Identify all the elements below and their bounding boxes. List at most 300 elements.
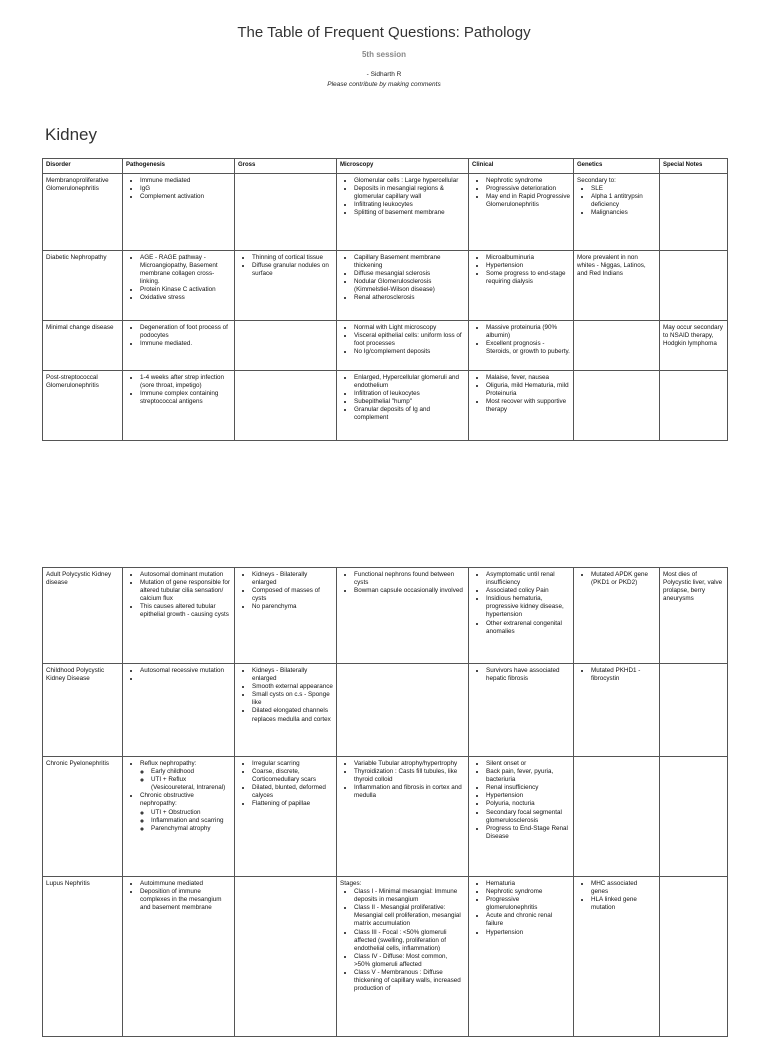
bullet-item	[354, 201, 465, 209]
microscopy-cell	[337, 321, 469, 371]
gross-list	[238, 254, 333, 278]
table-row	[43, 321, 728, 371]
pathogenesis-cell	[123, 321, 235, 371]
bullet-text: Progress to End-Stage Renal Disease	[486, 824, 568, 840]
bullet-item	[486, 667, 570, 683]
genetics-list	[577, 185, 656, 217]
bullet-text: Deposition of immune complexes in the mesangium and basement membrane	[140, 888, 222, 912]
bullet-text: Protein Kinase C activation	[140, 286, 216, 294]
bullet-item	[140, 792, 231, 832]
bullet-item	[591, 209, 656, 217]
gross-cell	[235, 568, 337, 664]
bullet-text: Glomerular cells : Large hypercellular	[354, 177, 459, 184]
gross-list	[238, 760, 333, 809]
bullet-text: HLA linked gene mutation	[591, 896, 637, 912]
microscopy-cell	[337, 877, 469, 1037]
bullet-item	[354, 953, 465, 969]
bullet-item	[354, 760, 465, 768]
bullet-text: Smooth external appearance	[252, 683, 333, 691]
bullet-text: Reflux nephropathy:	[140, 760, 197, 767]
clinical-list	[472, 324, 570, 356]
clinical-list	[472, 254, 570, 286]
bullet-text: MHC associated genes	[591, 880, 638, 896]
bullet-text: Dilated elongated channels replaces medulla and cortex	[252, 707, 331, 723]
bullet-item	[354, 278, 465, 294]
bullet-text: Class II - Mesangial proliferative: Mesangial cell proliferation, mesangial matrix accumulation	[354, 904, 461, 928]
bullet-item	[354, 324, 465, 332]
sub-list	[140, 809, 231, 833]
bullet-item	[252, 571, 333, 587]
bullet-text: AGE - RAGE pathway - Microangiopathy, Basement membrane collagen cross-linking.	[140, 254, 218, 286]
gross-list	[238, 667, 333, 724]
bullet-item	[486, 929, 570, 937]
bullet-text: Diffuse mesangial sclerosis	[354, 270, 431, 278]
bullet-item	[140, 579, 231, 603]
bullet-text: Normal with Light microscopy	[354, 324, 437, 331]
bullet-text: This causes altered tubular epithelial growth - causing cysts	[140, 603, 229, 619]
special-notes-cell	[660, 174, 728, 251]
bullet-item	[354, 571, 465, 587]
disorder-cell: Adult Polycystic Kidney disease	[43, 568, 123, 664]
bullet-text: Hypertension	[486, 262, 524, 270]
bullet-item	[354, 332, 465, 348]
clinical-cell	[469, 664, 574, 757]
bullet-item	[252, 784, 333, 800]
genetics-list	[577, 880, 656, 912]
bullet-item	[486, 800, 570, 808]
bullet-text: Silent onset or	[486, 760, 527, 767]
bullet-item	[591, 880, 656, 896]
special-notes-cell	[660, 251, 728, 321]
bullet-item	[252, 707, 333, 723]
bullet-text: Subepithelial "hump"	[354, 398, 413, 406]
microscopy-cell	[337, 174, 469, 251]
bullet-item	[354, 177, 465, 185]
gross-cell	[235, 664, 337, 757]
bullet-text: Degeneration of foot process of podocytes	[140, 324, 228, 340]
table-row	[43, 664, 728, 757]
microscopy-cell	[337, 664, 469, 757]
clinical-list	[472, 760, 570, 841]
bullet-text: No Ig/complement deposits	[354, 348, 431, 356]
genetics-cell	[574, 321, 660, 371]
bullet-text: Malignancies	[591, 209, 628, 217]
bullet-text: Asymptomatic until renal insufficiency	[486, 571, 555, 587]
sub-bullet-text: UTI + Reflux (Vesicoureteral, Intrarenal)	[151, 776, 226, 792]
bullet-text: Infiltrating leukocytes	[354, 201, 413, 209]
column-header: Genetics	[574, 159, 660, 174]
bullet-item	[252, 587, 333, 603]
microscopy-cell	[337, 568, 469, 664]
clinical-cell	[469, 568, 574, 664]
disorder-cell: Lupus Nephritis	[43, 877, 123, 1037]
sub-bullet-item	[151, 809, 231, 817]
column-header: Gross	[235, 159, 337, 174]
bullet-item	[486, 587, 570, 595]
clinical-cell	[469, 757, 574, 877]
pathogenesis-list	[126, 760, 231, 833]
bullet-text: IgG	[140, 185, 151, 193]
bullet-item	[252, 768, 333, 784]
bullet-text: Class V - Membranous : Diffuse thickening of capillary walls, increased production of	[354, 969, 461, 993]
bullet-text: Malaise, fever, nausea	[486, 374, 550, 381]
bullet-text: Nodular Glomerulosclerosis (Kimmelstiel-Wilson disease)	[354, 278, 435, 294]
bullet-item	[486, 888, 570, 896]
pathogenesis-list	[126, 571, 231, 620]
bullet-text: Massive proteinuria (90% albumin)	[486, 324, 558, 340]
bullet-text: Kidneys - Bilaterally enlarged	[252, 667, 308, 683]
genetics-intro: More prevalent in non whites - Niggas, Latinos, and Red Indians	[577, 254, 646, 278]
genetics-cell	[574, 251, 660, 321]
bullet-item	[486, 896, 570, 912]
bullet-text: Dilated, blunted, deformed calyces	[252, 784, 326, 800]
bullet-text: Immune complex containing streptococcal antigens	[140, 390, 219, 406]
pathogenesis-list	[126, 374, 231, 406]
disorder-cell: Membranoproliferative Glomerulonephritis	[43, 174, 123, 251]
disorder-cell: Chronic Pyelonephritis	[43, 757, 123, 877]
bullet-item	[354, 390, 465, 398]
clinical-cell	[469, 321, 574, 371]
bullet-text: Excellent prognosis - Steroids, or growth to puberty.	[486, 340, 570, 356]
bullet-item	[252, 667, 333, 683]
bullet-text: Immune mediated	[140, 177, 191, 184]
sub-bullet-text: UTI + Obstruction	[151, 808, 201, 816]
bullet-item	[354, 784, 465, 800]
microscopy-cell	[337, 251, 469, 321]
microscopy-list	[340, 374, 465, 423]
bullet-item	[486, 340, 570, 356]
bullet-text: Thyroidization : Casts fill tubules, like thyroid colloid	[354, 768, 458, 784]
bullet-text: Polyuria, nocturia	[486, 800, 535, 808]
sub-bullet-item	[151, 817, 231, 825]
genetics-list	[577, 667, 656, 683]
bullet-text: Mutated APDK gene (PKD1 or PKD2)	[591, 571, 649, 587]
pathology-table-2	[42, 567, 728, 1037]
microscopy-list	[340, 760, 465, 800]
bullet-text: May end in Rapid Progressive Glomerulonephritis	[486, 193, 570, 209]
pathogenesis-cell	[123, 757, 235, 877]
bullet-item	[486, 193, 570, 209]
bullet-item	[140, 880, 231, 888]
genetics-cell	[574, 877, 660, 1037]
bullet-text: Capillary Basement membrane thickening	[354, 254, 441, 270]
column-header: Clinical	[469, 159, 574, 174]
bullet-text: Other extrarenal congenital anomalies	[486, 619, 562, 635]
bullet-item	[354, 209, 465, 217]
bullet-item	[591, 667, 656, 683]
pathogenesis-list	[126, 667, 231, 683]
bullet-text: Some progress to end-stage requiring dialysis	[486, 270, 566, 286]
bullet-item	[486, 324, 570, 340]
bullet-text: No parenchyma	[252, 603, 297, 611]
bullet-text: Thinning of cortical tissue	[252, 254, 324, 261]
bullet-item	[140, 390, 231, 406]
bullet-item	[140, 675, 231, 683]
pathogenesis-list	[126, 324, 231, 348]
bullet-text: Enlarged, Hypercellular glomeruli and endothelium	[354, 374, 460, 390]
bullet-text: Microalbuminuria	[486, 254, 534, 261]
bullet-text: Autoimmune mediated	[140, 880, 204, 887]
bullet-text: Class IV - Diffuse: Most common, >50% glomeruli affected	[354, 952, 448, 968]
contribute-note: Please contribute by making comments	[327, 81, 441, 88]
bullet-text: Granular deposits of Ig and complement	[354, 406, 430, 422]
bullet-text: Hematuria	[486, 880, 516, 887]
pathogenesis-cell	[123, 568, 235, 664]
bullet-text: Kidneys - Bilaterally enlarged	[252, 571, 308, 587]
genetics-cell	[574, 757, 660, 877]
author-line: - Sidharth R	[366, 71, 402, 78]
microscopy-list	[340, 888, 465, 993]
session-subtitle: 5th session	[361, 50, 406, 59]
pathogenesis-cell	[123, 877, 235, 1037]
bullet-text: Variable Tubular atrophy/hypertrophy	[354, 760, 458, 767]
bullet-text: Visceral epithelial cells: uniform loss of foot processes	[354, 332, 462, 348]
bullet-item	[486, 768, 570, 784]
bullet-text: Class I - Minimal mesangial: Immune deposits in mesangium	[354, 888, 458, 904]
microscopy-list	[340, 324, 465, 356]
genetics-cell	[574, 174, 660, 251]
bullet-text: Alpha 1 antitrypsin deficiency	[591, 193, 643, 209]
document-title: The Table of Frequent Questions: Pathology	[237, 24, 531, 41]
bullet-item	[486, 262, 570, 270]
bullet-text: Small cysts on c.s - Sponge like	[252, 691, 330, 707]
genetics-list	[577, 571, 656, 587]
gross-list	[238, 571, 333, 611]
bullet-item	[252, 262, 333, 278]
table-row	[43, 568, 728, 664]
bullet-text: Acute and chronic renal failure	[486, 912, 553, 928]
gross-cell	[235, 877, 337, 1037]
bullet-text: Splitting of basement membrane	[354, 209, 445, 217]
gross-cell	[235, 757, 337, 877]
microscopy-list	[340, 571, 465, 595]
bullet-item	[252, 760, 333, 768]
bullet-text: Class III - Focal : <50% glomeruli affected (swelling, proliferation of endothelial cells, inflammation)	[354, 928, 447, 952]
special-notes-cell	[660, 664, 728, 757]
disorder-cell: Post-streptococcal Glomerulonephritis	[43, 371, 123, 441]
pathogenesis-list	[126, 880, 231, 912]
bullet-item	[591, 193, 656, 209]
bullet-item	[140, 340, 231, 348]
bullet-item	[486, 382, 570, 398]
clinical-list	[472, 571, 570, 636]
bullet-text: Most recover with supportive therapy	[486, 398, 567, 414]
clinical-list	[472, 667, 570, 683]
bullet-text: Deposits in mesangial regions & glomerular capillary wall	[354, 185, 444, 201]
bullet-text: Survivors have associated hepatic fibrosis	[486, 667, 560, 683]
bullet-item	[252, 800, 333, 808]
special-notes-cell: Most dies of Polycystic liver, valve prolapse, berry aneurysms	[660, 568, 728, 664]
gross-cell	[235, 321, 337, 371]
bullet-item	[140, 888, 231, 912]
bullet-item	[354, 270, 465, 278]
bullet-item	[486, 270, 570, 286]
bullet-text: Progressive glomerulonephritis	[486, 896, 538, 912]
bullet-item	[354, 969, 465, 993]
sub-bullet-text: Early childhood	[151, 768, 195, 776]
bullet-item	[486, 185, 570, 193]
bullet-text: Composed of masses of cysts	[252, 587, 320, 603]
sub-bullet-item	[151, 825, 231, 833]
bullet-item	[354, 904, 465, 928]
bullet-text: Secondary focal segmental glomerulosclerosis	[486, 808, 562, 824]
gross-cell	[235, 371, 337, 441]
bullet-text: Mutated PKHD1 - fibrocystin	[591, 667, 641, 683]
disorder-cell: Diabetic Nephropathy	[43, 251, 123, 321]
bullet-item	[252, 691, 333, 707]
bullet-text: Complement activation	[140, 193, 205, 201]
bullet-text: Inflammation and fibrosis in cortex and medulla	[354, 784, 462, 800]
microscopy-intro: Stages:	[340, 880, 362, 887]
bullet-item	[140, 667, 231, 675]
bullet-item	[486, 784, 570, 792]
microscopy-list	[340, 177, 465, 217]
bullet-text: Renal insufficiency	[486, 784, 539, 792]
bullet-item	[140, 324, 231, 340]
bullet-item	[140, 571, 231, 579]
bullet-text: Renal atherosclerosis	[354, 294, 415, 302]
column-header: Pathogenesis	[123, 159, 235, 174]
bullet-item	[486, 912, 570, 928]
bullet-text: SLE	[591, 185, 603, 193]
bullet-item	[486, 809, 570, 825]
genetics-cell	[574, 371, 660, 441]
bullet-item	[140, 603, 231, 619]
genetics-cell	[574, 568, 660, 664]
table-row	[43, 371, 728, 441]
gross-cell	[235, 174, 337, 251]
clinical-list	[472, 177, 570, 209]
bullet-item	[591, 571, 656, 587]
bullet-item	[486, 620, 570, 636]
bullet-item	[140, 254, 231, 286]
bullet-text: Diffuse granular nodules on surface	[252, 262, 329, 278]
bullet-item	[354, 185, 465, 201]
bullet-item	[486, 398, 570, 414]
disorder-cell: Minimal change disease	[43, 321, 123, 371]
bullet-text: Immune mediated.	[140, 340, 193, 348]
clinical-list	[472, 880, 570, 937]
bullet-text: Hypertension	[486, 928, 524, 936]
section-heading-kidney: Kidney	[45, 125, 97, 144]
bullet-text: Nephrotic syndrome	[486, 888, 543, 896]
bullet-item	[354, 768, 465, 784]
gross-cell	[235, 251, 337, 321]
sub-bullet-item	[151, 776, 231, 792]
disorder-cell: Childhood Polycystic Kidney Disease	[43, 664, 123, 757]
sub-bullet-text: Inflammation and scarring	[151, 816, 224, 824]
bullet-item	[591, 896, 656, 912]
special-notes-cell	[660, 757, 728, 877]
pathogenesis-cell	[123, 174, 235, 251]
sub-bullet-text: Parenchymal atrophy	[151, 824, 211, 832]
sub-list	[140, 768, 231, 792]
bullet-item	[140, 177, 231, 185]
bullet-item	[140, 185, 231, 193]
bullet-item	[486, 177, 570, 185]
bullet-text: Flattening of papillae	[252, 800, 311, 808]
table-row	[43, 174, 728, 251]
bullet-item	[354, 374, 465, 390]
bullet-item	[140, 193, 231, 201]
table-row	[43, 757, 728, 877]
bullet-text: Chronic obstructive nephropathy:	[140, 792, 194, 808]
clinical-cell	[469, 174, 574, 251]
bullet-item	[354, 888, 465, 904]
bullet-item	[354, 587, 465, 595]
bullet-item	[486, 374, 570, 382]
bullet-item	[354, 294, 465, 302]
table-row	[43, 877, 728, 1037]
bullet-text: Back pain, fever, pyuria, bacteriuria	[486, 768, 554, 784]
bullet-item	[486, 595, 570, 619]
bullet-item	[252, 683, 333, 691]
bullet-text: Insidious hematuria, progressive kidney disease, hypertension	[486, 595, 564, 619]
bullet-item	[140, 294, 231, 302]
microscopy-list	[340, 254, 465, 303]
bullet-item	[486, 760, 570, 768]
bullet-text: Autosomal recessive mutation	[140, 667, 224, 674]
pathogenesis-cell	[123, 664, 235, 757]
genetics-intro: Secondary to:	[577, 177, 616, 184]
bullet-item	[354, 398, 465, 406]
special-notes-cell: May occur secondary to NSAID therapy, Hodgkin lymphoma	[660, 321, 728, 371]
microscopy-cell	[337, 757, 469, 877]
sub-bullet-item	[151, 768, 231, 776]
clinical-cell	[469, 251, 574, 321]
bullet-item	[252, 603, 333, 611]
clinical-cell	[469, 877, 574, 1037]
special-notes-cell	[660, 877, 728, 1037]
bullet-text: Bowman capsule occasionally involved	[354, 587, 463, 595]
bullet-item	[140, 286, 231, 294]
pathogenesis-list	[126, 254, 231, 303]
pathogenesis-cell	[123, 371, 235, 441]
bullet-item	[252, 254, 333, 262]
header-row	[43, 159, 728, 174]
microscopy-cell	[337, 371, 469, 441]
pathogenesis-cell	[123, 251, 235, 321]
bullet-item	[354, 254, 465, 270]
bullet-text: Hypertension	[486, 792, 524, 800]
bullet-item	[140, 374, 231, 390]
bullet-item	[354, 406, 465, 422]
special-notes-cell	[660, 371, 728, 441]
bullet-text: Infiltration of leukocytes	[354, 390, 420, 398]
bullet-item	[354, 348, 465, 356]
bullet-text: Autosomal dominant mutation	[140, 571, 224, 578]
clinical-list	[472, 374, 570, 414]
pathology-table-1	[42, 158, 728, 441]
bullet-text: Oxidative stress	[140, 294, 185, 302]
bullet-text: Functional nephrons found between cysts	[354, 571, 455, 587]
bullet-text: Irregular scarring	[252, 760, 300, 767]
column-header: Special Notes	[660, 159, 728, 174]
bullet-item	[486, 825, 570, 841]
bullet-item	[486, 571, 570, 587]
bullet-item	[591, 185, 656, 193]
bullet-item	[140, 760, 231, 792]
bullet-item	[354, 929, 465, 953]
clinical-cell	[469, 371, 574, 441]
bullet-text: Progressive deterioration	[486, 185, 557, 193]
bullet-text: 1-4 weeks after strep infection (sore throat, impetigo)	[140, 374, 224, 390]
genetics-cell	[574, 664, 660, 757]
bullet-text: Coarse, discrete, Corticomedullary scars	[252, 768, 317, 784]
bullet-text: Oliguria, mild Hematuria, mild Proteinuria	[486, 382, 569, 398]
table-row	[43, 251, 728, 321]
bullet-text: Nephrotic syndrome	[486, 177, 543, 184]
